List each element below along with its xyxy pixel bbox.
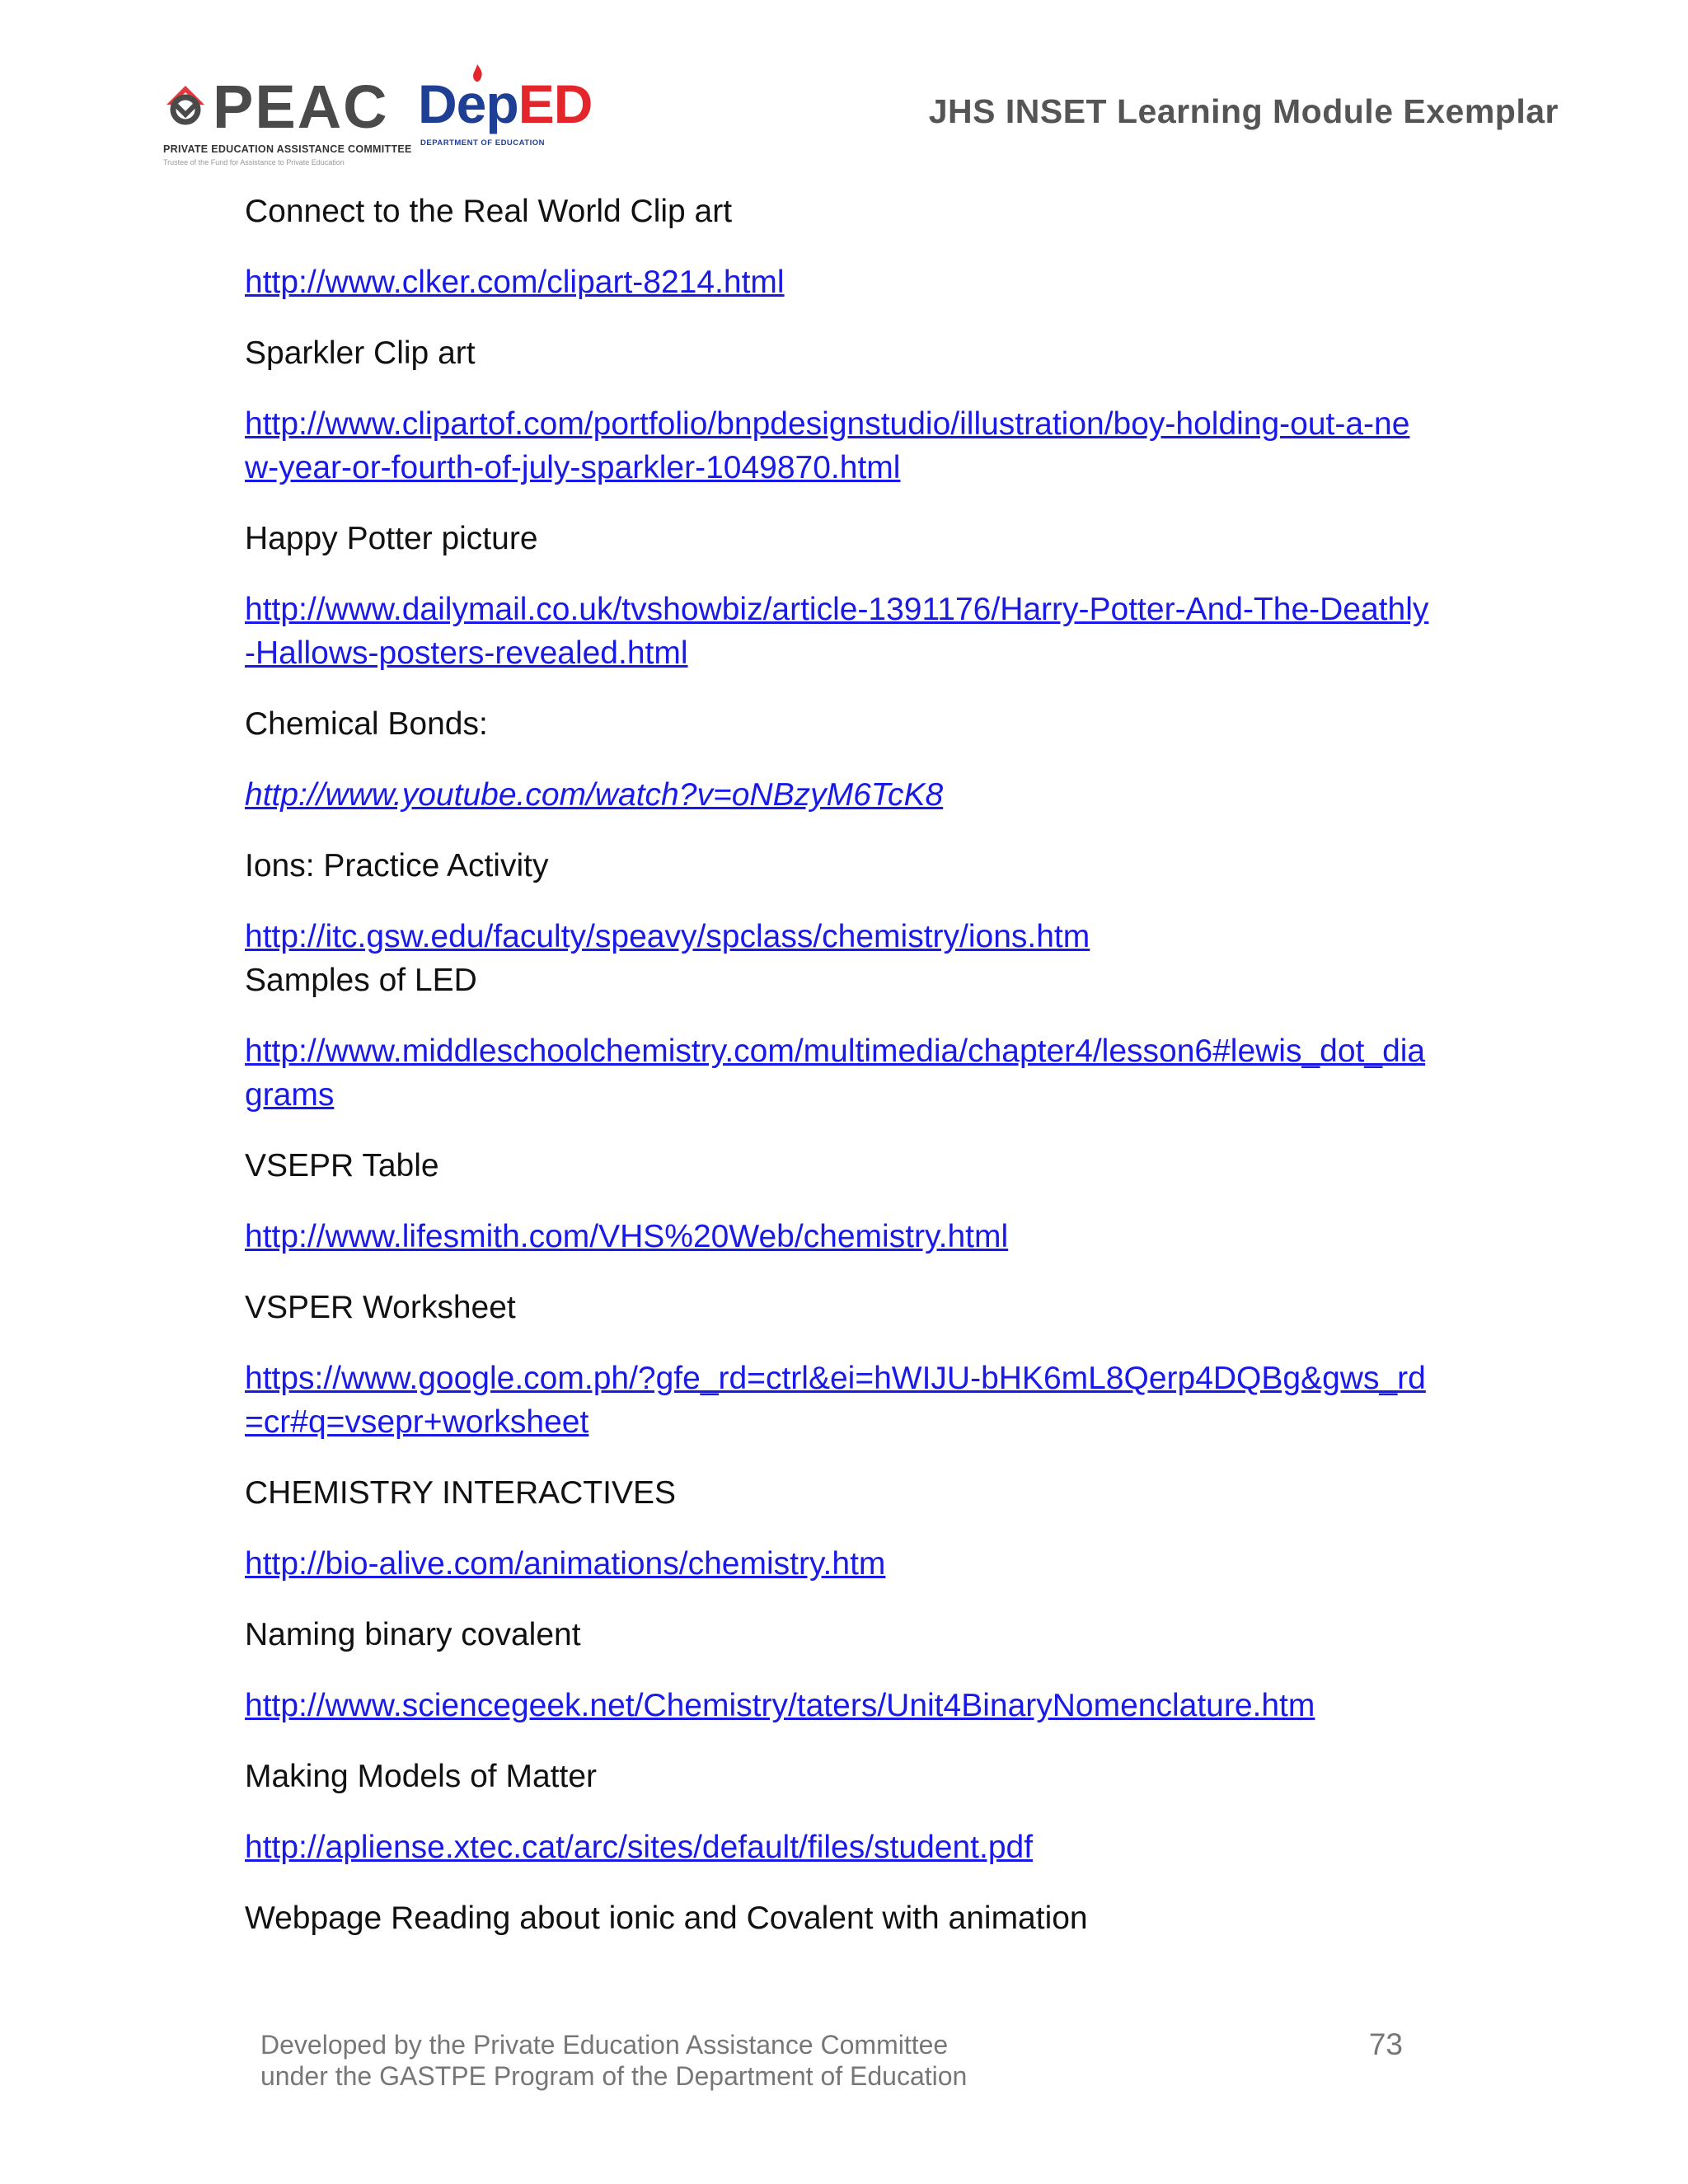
peac-subtitle: PRIVATE EDUCATION ASSISTANCE COMMITTEE (163, 143, 412, 155)
resource-link[interactable]: http://itc.gsw.edu/faculty/speavy/spclass/chemistry/ions.htm (245, 919, 1090, 954)
footer-credit-line-1: Developed by the Private Education Assistance Committee (260, 2030, 949, 2060)
resource-link[interactable]: http://bio-alive.com/animations/chemistry.htm (245, 1546, 886, 1582)
resource-link[interactable]: http://www.sciencegeek.net/Chemistry/taters/Unit4BinaryNomenclature.htm (245, 1688, 1315, 1723)
list-item (245, 517, 1432, 675)
list-item (245, 1286, 1432, 1444)
list-item (245, 190, 1432, 304)
deped-subtitle: DEPARTMENT OF EDUCATION (420, 138, 546, 148)
resource-label: Making Models of Matter (245, 1759, 598, 1794)
list-item (245, 844, 1432, 958)
peac-tagline: Trustee of the Fund for Assistance to Private Education (163, 158, 345, 166)
list-item (245, 331, 1432, 490)
list-item (245, 1755, 1432, 1869)
deped-wordmark-dep: Dep (418, 73, 518, 134)
resource-link[interactable]: http://apliense.xtec.cat/arc/sites/default/files/student.pdf (245, 1830, 1034, 1865)
resource-link[interactable]: http://www.clipartof.com/portfolio/bnpdesignstudio/illustration/boy-holding-out-a-new-year-or-fourth-of-july-sparkler-1049870.html (245, 406, 1410, 485)
list-item (245, 1896, 1432, 1940)
page-header (0, 58, 1688, 165)
document-title: JHS INSET Learning Module Exemplar (928, 92, 1559, 130)
list-item (245, 1471, 1432, 1586)
resource-link[interactable]: http://www.dailymail.co.uk/tvshowbiz/article-1391176/Harry-Potter-And-The-Deathly-Hallows-posters-revealed.html (245, 592, 1429, 671)
resource-link[interactable]: http://www.middleschoolchemistry.com/multimedia/chapter4/lesson6#lewis_dot_diagrams (245, 1033, 1426, 1113)
resource-label: Ions: Practice Activity (245, 848, 549, 883)
list-item (245, 1613, 1432, 1727)
resource-link[interactable]: http://www.clker.com/clipart-8214.html (245, 265, 785, 300)
resource-label: VSEPR Table (245, 1148, 439, 1183)
deped-wordmark-ed: ED (518, 73, 593, 134)
peac-wordmark: PEAC (213, 73, 389, 141)
resource-label: Chemical Bonds: (245, 706, 488, 742)
resource-label: Naming binary covalent (245, 1617, 581, 1652)
peac-emblem-icon (162, 81, 209, 129)
page-number: 73 (1368, 2027, 1403, 2061)
resource-label: Sparkler Clip art (245, 335, 476, 371)
resource-link[interactable]: http://www.lifesmith.com/VHS%20Web/chemistry.html (245, 1219, 1009, 1254)
resource-label: CHEMISTRY INTERACTIVES (245, 1475, 676, 1511)
deped-wordmark (418, 73, 592, 135)
page-footer (260, 2029, 1431, 2092)
resource-label: Webpage Reading about ionic and Covalent with animation (245, 1900, 1088, 1936)
list-item (245, 1144, 1432, 1258)
list-item (245, 702, 1432, 817)
resource-label: Connect to the Real World Clip art (245, 194, 733, 229)
resource-list (245, 190, 1432, 1967)
resource-label: Samples of LED (245, 963, 477, 998)
footer-credit-line-2: under the GASTPE Program of the Department of Education (260, 2061, 968, 2091)
resource-link[interactable]: http://www.youtube.com/watch?v=oNBzyM6TcK8 (245, 777, 944, 813)
resource-label: VSPER Worksheet (245, 1290, 516, 1325)
resource-link[interactable]: https://www.google.com.ph/?gfe_rd=ctrl&ei=hWIJU-bHK6mL8Qerp4DQBg&gws_rd=cr#q=vsepr+worksheet (245, 1361, 1426, 1440)
list-item (245, 958, 1432, 1117)
resource-label: Happy Potter picture (245, 521, 538, 556)
